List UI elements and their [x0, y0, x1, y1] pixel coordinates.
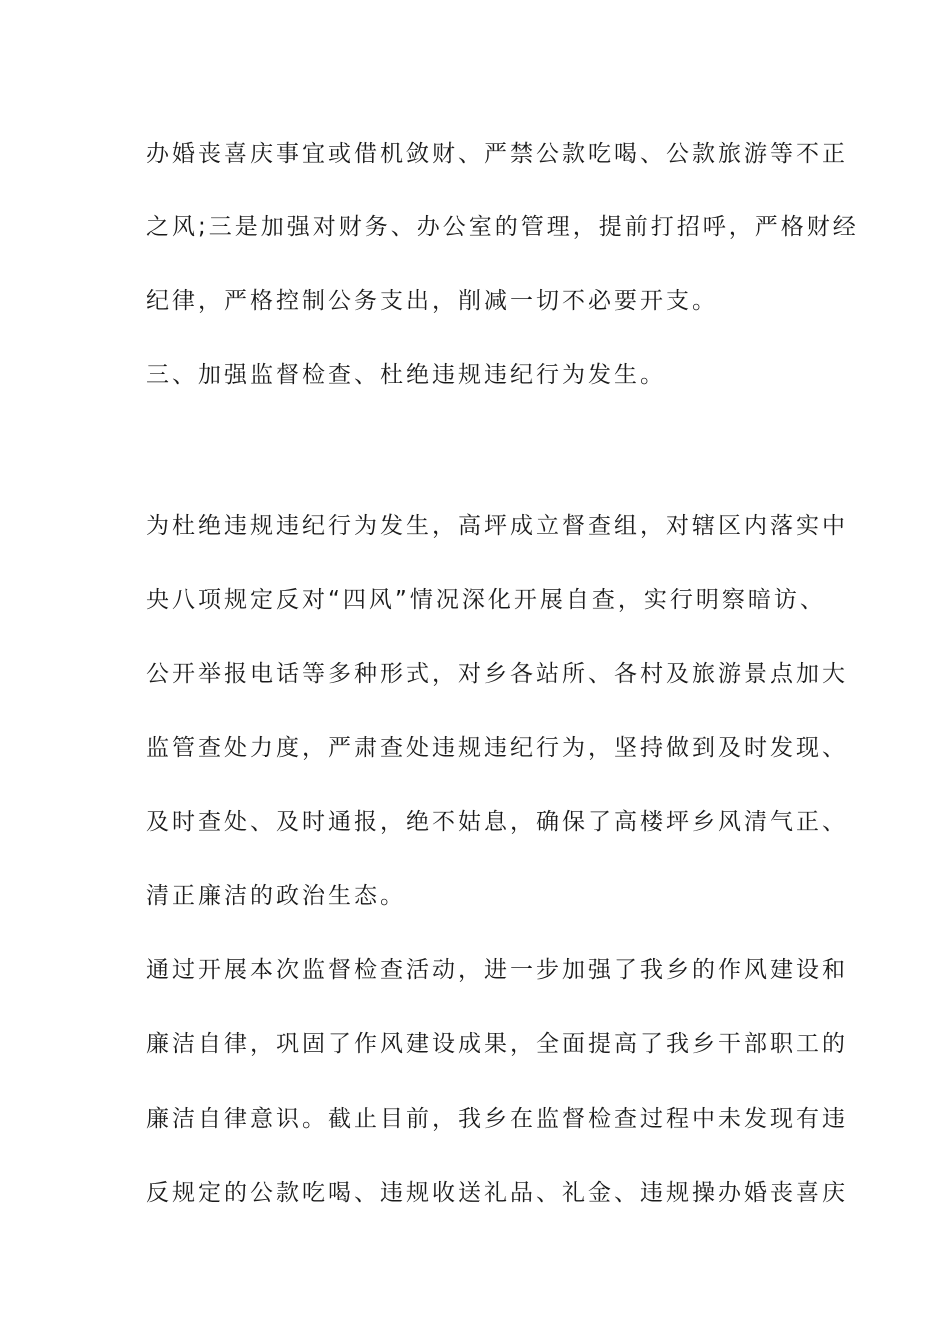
text-line-8: 监管查处力度，严肃查处违规违纪行为，坚持做到及时发现、	[146, 735, 848, 761]
text-line-7: 公开举报电话等多种形式，对乡各站所、各村及旅游景点加大	[146, 661, 848, 687]
text-line-9: 及时查处、及时通报，绝不姑息，确保了高楼坪乡风清气正、	[146, 809, 848, 835]
text-line-6: 央八项规定反对“四风”情况深化开展自查，实行明察暗访、	[146, 587, 826, 613]
section-heading: 三、加强监督检查、杜绝违规违纪行为发生。	[146, 362, 666, 388]
text-line-5: 为杜绝违规违纪行为发生，高坪成立督查组，对辖区内落实中	[146, 513, 848, 539]
text-line-1: 办婚丧喜庆事宜或借机敛财、严禁公款吃喝、公款旅游等不正	[146, 141, 848, 167]
text-line-12: 廉洁自律，巩固了作风建设成果，全面提高了我乡干部职工的	[146, 1031, 848, 1057]
text-line-14: 反规定的公款吃喝、违规收送礼品、礼金、违规操办婚丧喜庆	[146, 1180, 848, 1206]
text-line-11: 通过开展本次监督检查活动，进一步加强了我乡的作风建设和	[146, 957, 848, 983]
text-line-10: 清正廉洁的政治生态。	[146, 883, 406, 909]
text-line-2: 之风;三是加强对财务、办公室的管理，提前打招呼，严格财经	[146, 214, 859, 240]
text-line-3: 纪律，严格控制公务支出，削减一切不必要开支。	[146, 288, 718, 314]
text-line-13: 廉洁自律意识。截止目前，我乡在监督检查过程中未发现有违	[146, 1106, 848, 1132]
